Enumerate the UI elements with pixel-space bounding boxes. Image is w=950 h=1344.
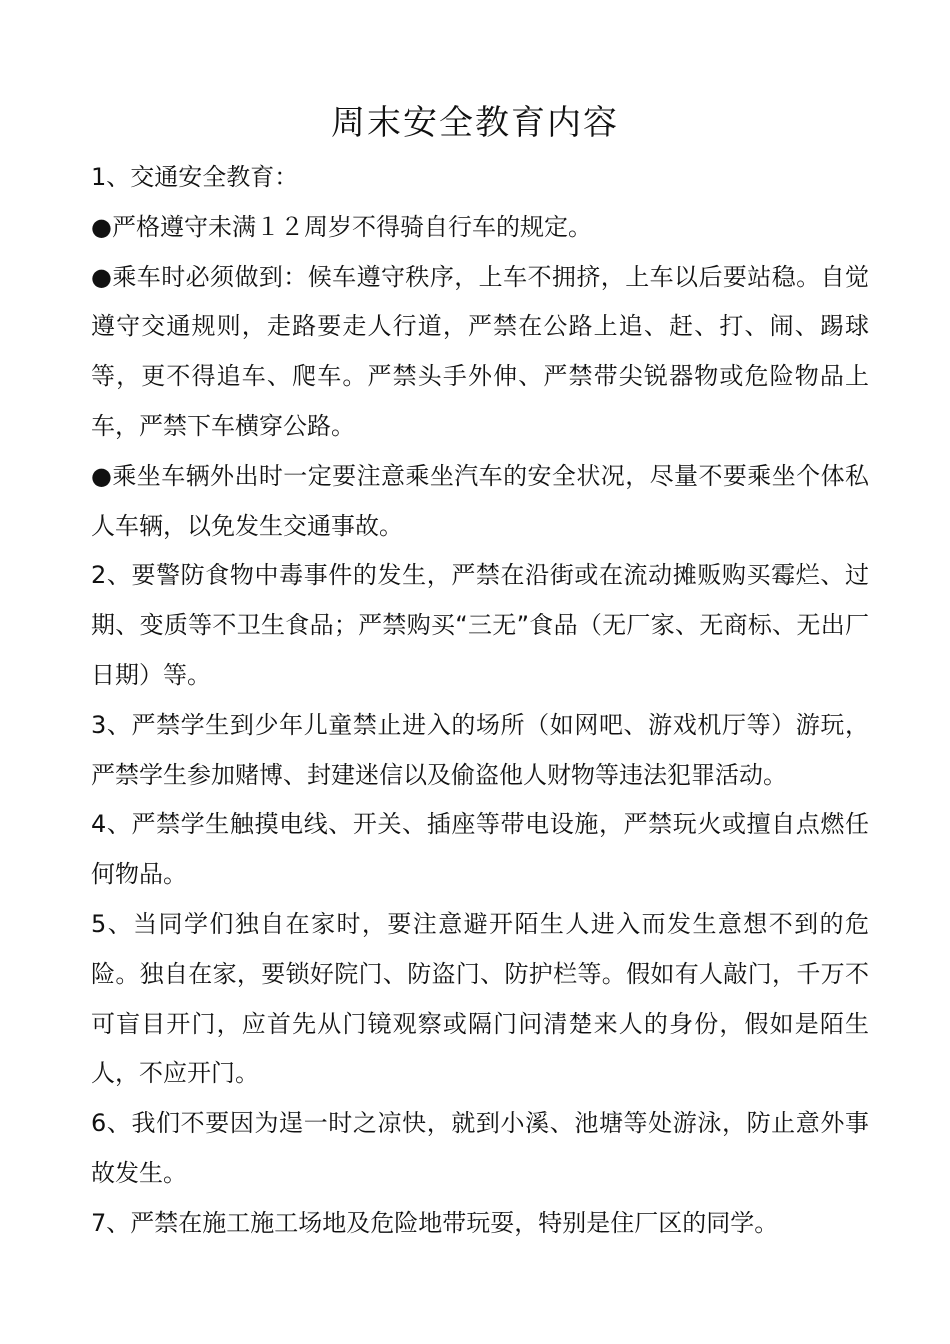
- section-venues: 3、严禁学生到少年儿童禁止进入的场所（如网吧、游戏机厅等）游玩，严禁学生参加赌博、封建迷信以及偷盗他人财物等违法犯罪活动。: [91, 710, 869, 789]
- section-food-safety: 2、要警防食物中毒事件的发生，严禁在沿街或在流动摊贩购买霉烂、过期、变质等不卫生食品；严禁购买“三无”食品（无厂家、无商标、无出厂日期）等。: [91, 561, 869, 689]
- section-traffic-heading: 1、交通安全教育：: [91, 163, 299, 191]
- traffic-rule-vehicles: ●乘坐车辆外出时一定要注意乘坐汽车的安全状况，尽量不要乘坐个体私人车辆，以免发生交通事故。: [91, 461, 869, 540]
- document-title: 周末安全教育内容: [331, 103, 619, 143]
- section-electricity-fire: 4、严禁学生触摸电线、开关、插座等带电设施，严禁玩火或擅自点燃任何物品。: [91, 810, 869, 889]
- document-body: [91, 153, 869, 1249]
- section-swimming: 6、我们不要因为逞一时之凉快，就到小溪、池塘等处游泳，防止意外事故发生。: [91, 1109, 869, 1187]
- traffic-rule-bicycle: ●严格遵守未满１２周岁不得骑自行车的规定。: [91, 212, 592, 241]
- traffic-rule-riding: ●乘车时必须做到：候车遵守秩序，上车不拥挤，上车以后要站稳。自觉遵守交通规则，走路要走人行道，严禁在公路上追、赶、打、闹、踢球等，更不得追车、爬车。严禁头手外伸、严禁带尖锐器物或危险物品上车，严禁下车横穿公路。: [91, 262, 869, 440]
- section-home-alone: 5、当同学们独自在家时，要注意避开陌生人进入而发生意想不到的危险。独自在家，要锁好院门、防盗门、防护栏等。假如有人敲门，千万不可盲目开门，应首先从门镜观察或隔门问清楚来人的身份，假如是陌生人，不应开门。: [91, 909, 869, 1088]
- section-construction-sites: 7、严禁在施工施工场地及危险地带玩耍，特别是住厂区的同学。: [91, 1208, 779, 1237]
